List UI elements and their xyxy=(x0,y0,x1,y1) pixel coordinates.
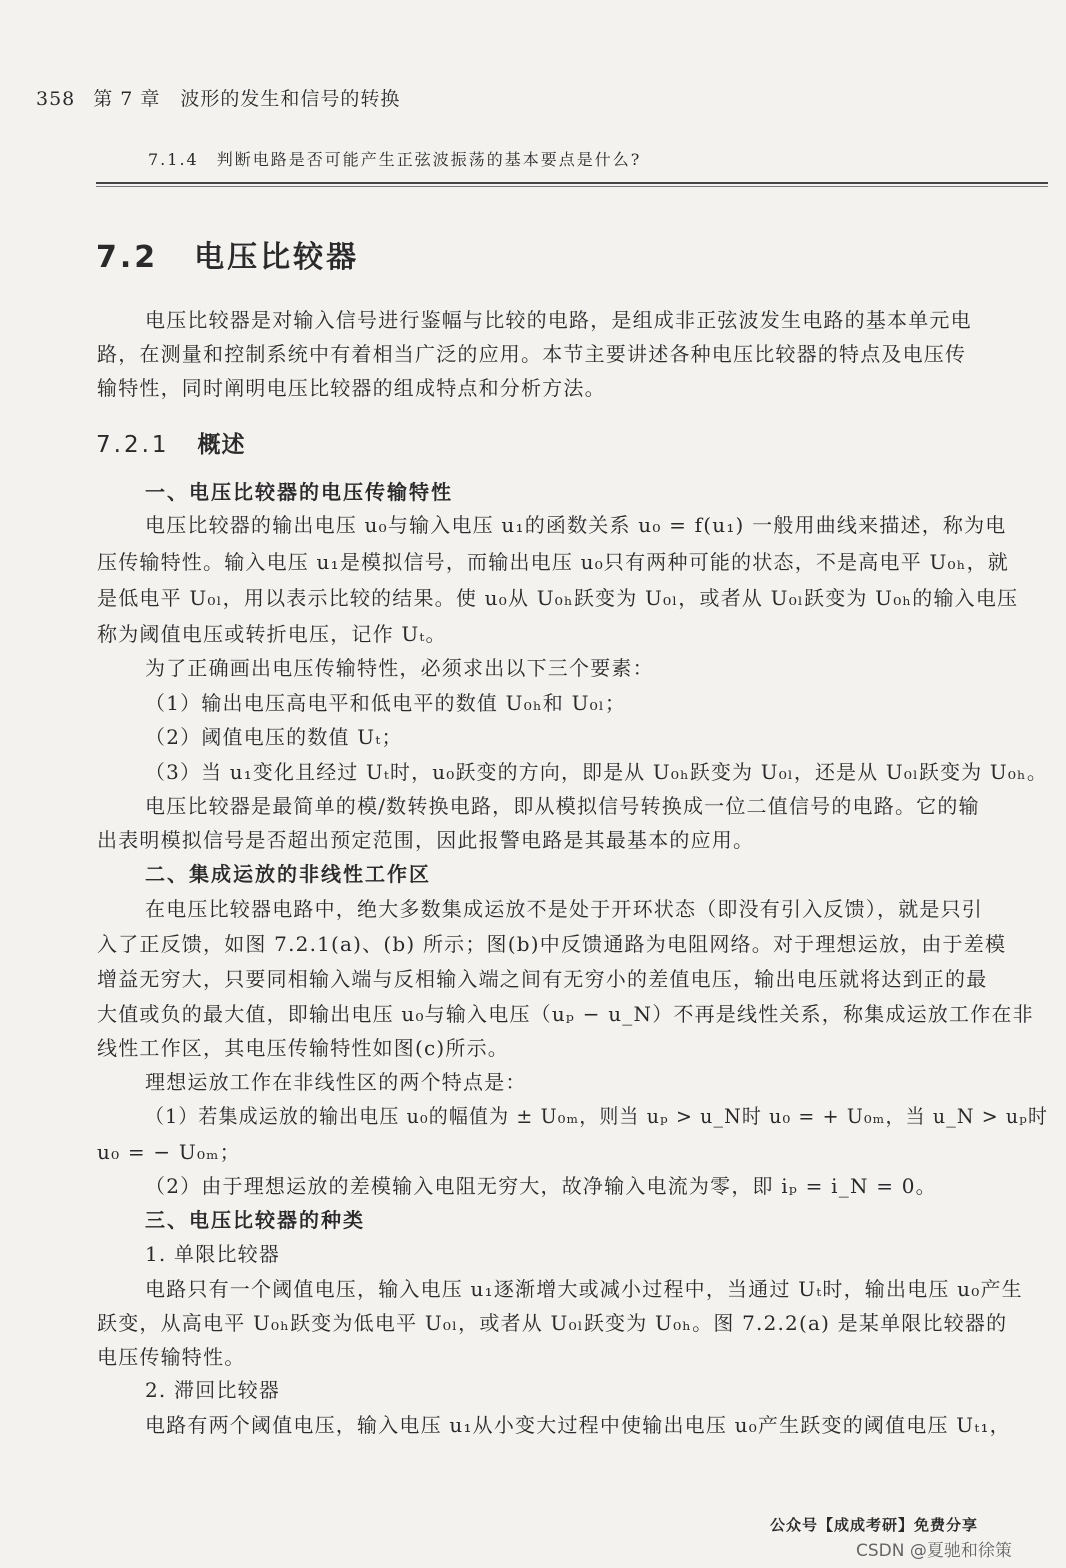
intro-line: 路，在测量和控制系统中有着相当广泛的应用。本节主要讲述各种电压比较器的特点及电压传 xyxy=(97,342,967,366)
divider-line xyxy=(96,182,1048,184)
subsection-title xyxy=(96,426,246,459)
chapter-title: 第 7 章 波形的发生和信号的转换 xyxy=(93,88,401,110)
body-line: 电压比较器是最简单的模/数转换电路，即从模拟信号转换成一位二值信号的电路。它的输 xyxy=(145,794,980,818)
subsection-number: 7.2.1 xyxy=(96,432,170,458)
body-line: 出表明模拟信号是否超出预定范围，因此报警电路是其最基本的应用。 xyxy=(97,828,755,852)
subheading: 1. 单限比较器 xyxy=(145,1242,281,1266)
part-heading: 三、电压比较器的种类 xyxy=(145,1208,365,1232)
body-line: 大值或负的最大值，即输出电压 u₀与输入电压（uₚ − u_N）不再是线性关系，称集成运放工作在非 xyxy=(97,1002,1034,1026)
body-line: 在电压比较器电路中，绝大多数集成运放不是处于开环状态（即没有引入反馈），就是只引 xyxy=(145,897,983,921)
body-line: 电压传输特性。 xyxy=(97,1345,246,1369)
part-heading: 二、集成运放的非线性工作区 xyxy=(145,862,431,886)
body-line: （2）阈值电压的数值 Uₜ； xyxy=(145,725,403,749)
intro-line: 电压比较器是对输入信号进行鉴幅与比较的电路，是组成非正弦波发生电路的基本单元电 xyxy=(145,308,972,332)
body-line: （3）当 u₁变化且经过 Uₜ时，u₀跃变的方向，即是从 U₀ₕ跃变为 U₀ₗ，还是从 U₀ₗ跃变为 U₀ₕ。 xyxy=(145,760,1048,784)
body-line: 电路有两个阈值电压，输入电压 u₁从小变大过程中使输出电压 u₀产生跃变的阈值电压 Uₜ₁， xyxy=(145,1413,1011,1437)
body-line: 称为阈值电压或转折电压，记作 Uₜ。 xyxy=(97,622,447,646)
body-line: 电路只有一个阈值电压，输入电压 u₁逐渐增大或减小过程中，当通过 Uₜ时，输出电压 u₀产生 xyxy=(145,1277,1023,1301)
divider-line xyxy=(96,186,1048,187)
subsection-name: 概述 xyxy=(197,432,246,458)
part-heading: 一、电压比较器的电压传输特性 xyxy=(145,480,453,504)
body-line: 线性工作区，其电压传输特性如图(c)所示。 xyxy=(97,1036,510,1060)
page-number: 358 xyxy=(36,88,76,110)
exercise-question: 7.1.4 判断电路是否可能产生正弦波振荡的基本要点是什么? xyxy=(148,150,642,169)
body-line: 跃变，从高电平 U₀ₕ跃变为低电平 U₀ₗ，或者从 U₀ₗ跃变为 U₀ₕ。图 7.2.2(a) 是某单限比较器的 xyxy=(97,1311,1008,1335)
body-line: 电压比较器的输出电压 u₀与输入电压 u₁的函数关系 u₀ = f(u₁) 一般用曲线来描述，称为电 xyxy=(145,513,1007,537)
page-header xyxy=(36,84,400,111)
csdn-watermark: CSDN @夏驰和徐策 xyxy=(856,1541,1012,1561)
body-line: 是低电平 U₀ₗ，用以表示比较的结果。使 u₀从 U₀ₕ跃变为 U₀ₗ，或者从 U₀ₗ跃变为 U₀ₕ的输入电压 xyxy=(97,586,1019,610)
body-line: （1）若集成运放的输出电压 u₀的幅值为 ± U₀ₘ，则当 uₚ > u_N时 u₀ = + U₀ₘ，当 u_N > uₚ时 xyxy=(145,1104,1049,1128)
body-line: 入了正反馈，如图 7.2.1(a)、(b) 所示；图(b)中反馈通路为电阻网络。对于理想运放，由于差模 xyxy=(97,932,1007,956)
section-title xyxy=(96,232,359,276)
intro-line: 输特性，同时阐明电压比较器的组成特点和分析方法。 xyxy=(97,376,606,400)
body-line: 为了正确画出电压传输特性，必须求出以下三个要素： xyxy=(145,656,654,680)
footer-note: 公众号【成成考研】免费分享 xyxy=(770,1516,979,1534)
subheading: 2. 滞回比较器 xyxy=(145,1378,281,1402)
body-line: 压传输特性。输入电压 u₁是模拟信号，而输出电压 u₀只有两种可能的状态，不是高电平 U₀ₕ，就 xyxy=(97,550,1009,574)
section-number: 7.2 xyxy=(96,240,159,275)
body-line: （2）由于理想运放的差模输入电阻无穷大，故净输入电流为零，即 iₚ = i_N = 0。 xyxy=(145,1174,937,1198)
body-line: 增益无穷大，只要同相输入端与反相输入端之间有无穷小的差值电压，输出电压就将达到正的最 xyxy=(97,967,988,991)
section-name: 电压比较器 xyxy=(194,240,360,275)
body-line: （1）输出电压高电平和低电平的数值 U₀ₕ和 U₀ₗ； xyxy=(145,691,627,715)
body-line: 理想运放工作在非线性区的两个特点是： xyxy=(145,1070,527,1094)
body-line: u₀ = − U₀ₘ； xyxy=(97,1140,241,1164)
